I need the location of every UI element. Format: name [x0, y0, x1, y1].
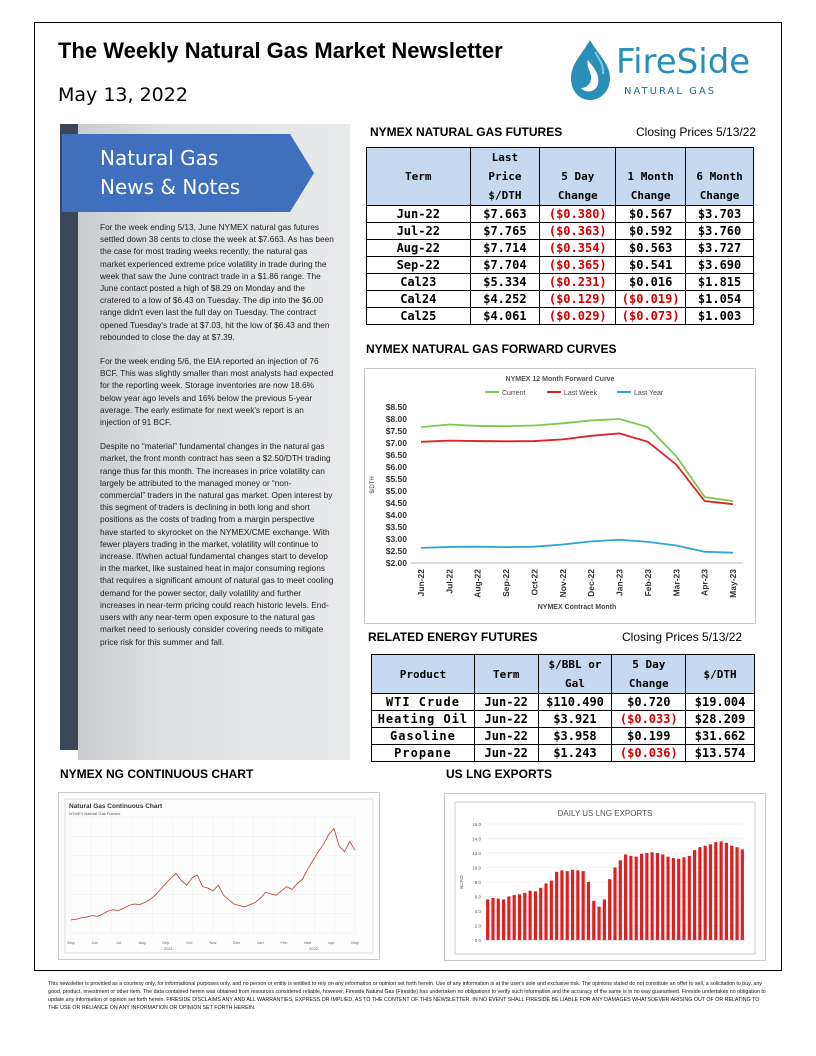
news-title-line1: Natural Gas: [100, 146, 219, 170]
forward-curve-chart-frame: [364, 368, 756, 624]
y-tick-label: $6.00: [385, 462, 407, 472]
bar: [518, 894, 521, 940]
col-term: Term: [474, 655, 538, 694]
y-axis-label: $/DTH: [370, 476, 376, 494]
forward-curve-chart: [365, 369, 755, 623]
term-cell: Sep-22: [367, 257, 471, 274]
y-tick-label: 16.0: [472, 822, 481, 827]
six-month-cell: $1.003: [686, 308, 754, 325]
term-cell: Jun-22: [474, 694, 538, 711]
six-month-cell: $1.054: [686, 291, 754, 308]
y-tick-label: 12.0: [472, 851, 481, 856]
bar: [730, 846, 733, 940]
related-label: RELATED ENERGY FUTURES: [368, 630, 538, 644]
bar: [576, 870, 579, 940]
news-banner-arrow: [290, 134, 314, 212]
x-tick-label: Dec: [233, 940, 241, 945]
news-paragraph: Despite no “material” fundamental changes in the natural gas market, the front month contract has seen a $2.50/DTH trading range thus far this month. The increases in price volatility can largely be attributed to the managed money or “non-commercial” traders in the natural gas market. Open interest by this segment of traders is declining in both long and short positions as the costs of trading from a margin perspective have started to skyrocket on the NYMEX/CME exchange. With fewer players trading in the market, volatility will continue to increase. If/when actual fundamental changes start to develop in the market, like sustained heat in major consuming regions that requires a significant amount of natural gas to meet cooling demand for the power sector, daily volatility and further increases in near-term pricing could reach historic levels. End-users with any near-term open exposure to the natural gas market need to seriously consider covering needs to mitigate price risk for this summer and fall.: [100, 441, 334, 647]
term-cell: Jun-22: [367, 206, 471, 223]
bar: [741, 849, 744, 940]
futures-closing-note: Closing Prices 5/13/22: [636, 125, 757, 139]
chart-subtitle: NYMEX Natural Gas Futures: [69, 811, 121, 816]
term-cell: Aug-22: [367, 240, 471, 257]
col-5day: 5 Day Change: [612, 655, 686, 694]
last-price-cell: $4.061: [470, 308, 540, 325]
y-tick-label: $7.50: [385, 426, 407, 436]
series-line: [421, 419, 733, 501]
news-title-line2: News & Notes: [100, 175, 241, 199]
related-closing-note: Closing Prices 5/13/22: [622, 630, 743, 644]
col-dth: $/DTH: [686, 655, 755, 694]
last-price-cell: $7.704: [470, 257, 540, 274]
y-tick-label: 4.0: [474, 909, 481, 914]
last-price-cell: $7.663: [470, 206, 540, 223]
six-month-cell: $3.727: [686, 240, 754, 257]
term-cell: Jun-22: [474, 745, 538, 762]
bar: [592, 901, 595, 940]
forward-curves-label: NYMEX NATURAL GAS FORWARD CURVES: [366, 342, 617, 356]
bar: [582, 871, 585, 940]
bar: [597, 907, 600, 940]
five-day-cell: ($0.380): [540, 206, 616, 223]
bar: [539, 888, 542, 940]
news-paragraph: For the week ending 5/6, the EIA reported an injection of 76 BCF. This was slightly smaller than most analysts had expected for the reporting week. Storage inventories are now 18.6% below year ago levels and 16% below the previous 5-year average. The early estimate for next week's report is an injection of 91 BCF.: [100, 356, 334, 428]
one-month-cell: $0.541: [616, 257, 686, 274]
bar: [714, 842, 717, 940]
five-day-cell: ($0.354): [540, 240, 616, 257]
last-price-cell: $7.714: [470, 240, 540, 257]
logo-subtitle: NATURAL GAS: [624, 86, 717, 97]
x-tick-label: Apr: [328, 940, 335, 945]
bar: [693, 850, 696, 940]
five-day-cell: ($0.365): [540, 257, 616, 274]
news-box-shadow: [60, 124, 78, 750]
y-tick-label: $8.50: [385, 402, 407, 412]
five-day-cell: $0.720: [612, 694, 686, 711]
col-term: Term: [367, 148, 471, 206]
term-cell: Jul-22: [367, 223, 471, 240]
bar: [640, 854, 643, 940]
price-cell: $3.958: [538, 728, 612, 745]
related-row: [372, 694, 755, 711]
five-day-cell: ($0.029): [540, 308, 616, 325]
x-tick-label: May: [351, 940, 359, 945]
five-day-cell: ($0.036): [612, 745, 686, 762]
y-tick-label: 10.0: [472, 865, 481, 871]
bar: [550, 881, 553, 940]
bar: [513, 895, 516, 940]
y-tick-label: 6.0: [474, 894, 481, 900]
bar: [571, 870, 574, 940]
continuous-chart-frame: [58, 792, 380, 960]
x-tick-label: Jul-22: [444, 569, 455, 594]
col-6month: 6 Month Change: [686, 148, 754, 206]
term-cell: Cal23: [367, 274, 471, 291]
term-cell: Cal24: [367, 291, 471, 308]
plot-background: [65, 799, 373, 953]
six-month-cell: $3.690: [686, 257, 754, 274]
y-tick-label: $3.50: [385, 522, 407, 532]
five-day-cell: ($0.231): [540, 274, 616, 291]
five-day-cell: ($0.129): [540, 291, 616, 308]
bar: [661, 854, 664, 940]
x-tick-label: Jan-23: [614, 569, 625, 596]
newsletter-date: May 13, 2022: [58, 84, 188, 106]
bar: [698, 847, 701, 940]
year-label: 2021: [164, 946, 173, 951]
one-month-cell: ($0.073): [616, 308, 686, 325]
legend-label: Last Year: [634, 390, 664, 397]
price-cell: $1.243: [538, 745, 612, 762]
price-cell: $110.490: [538, 694, 612, 711]
y-tick-label: $2.50: [385, 546, 407, 556]
news-body: [100, 221, 334, 660]
x-tick-label: Feb: [280, 940, 288, 945]
bar: [560, 870, 563, 940]
futures-row: [367, 223, 754, 240]
five-day-cell: $0.199: [612, 728, 686, 745]
futures-row: [367, 206, 754, 223]
disclaimer: This newsletter is provided as a courtesy only, for informational purposes only, and no person or entity is entitled to rely on any information or opinion set forth herein. Use of any information is at the user's sole and exclusive risk. The opinions stated do not constitute an offer to sell, a solicitation to buy, any good, product, investment or other item. The data contained herein was obtained from resources considered reliable, however, Fireside Natural Gas (Fireside) has undertaken no obligations to verify such information and the accuracy of the same is in no way guaranteed. Fireside undertakes no obligation to update any information or opinion set forth herein. FIRESIDE DISCLAIMS ANY AND ALL WARRANTIES, EXPRESS OR IMPLIED, AS TO THE CONTENT OF THIS NEWSLETTER. IN NO EVENT SHALL FIRESIDE BE LIABLE FOR ANY DAMAGES WHATSOEVER ARISING OUT OF OR RELATING TO THE USE OR RELIANCE ON ANY INFORMATION OR OPINION SET FORTH HEREIN.: [48, 981, 766, 1011]
bar: [645, 853, 648, 940]
dth-cell: $19.004: [686, 694, 755, 711]
lng-label: US LNG EXPORTS: [446, 767, 553, 781]
y-tick-label: $7.00: [385, 438, 407, 448]
six-month-cell: $3.703: [686, 206, 754, 223]
x-tick-label: May-23: [728, 569, 738, 598]
x-tick-label: Nov: [209, 940, 217, 945]
chart-title: Natural Gas Continuous Chart: [69, 803, 163, 810]
y-tick-label: $2.00: [385, 558, 407, 568]
related-row: [372, 711, 755, 728]
fireside-logo: [568, 38, 768, 102]
bar: [672, 858, 675, 940]
bar: [523, 893, 526, 940]
bar: [635, 857, 638, 940]
flame-drop-icon: [568, 38, 614, 102]
x-tick-label: Sep: [162, 940, 170, 945]
bar: [677, 859, 680, 940]
related-table: [371, 654, 755, 762]
last-price-cell: $5.334: [470, 274, 540, 291]
related-row: [372, 745, 755, 762]
bar: [529, 891, 532, 940]
continuous-chart: [59, 793, 379, 959]
six-month-cell: $1.815: [686, 274, 754, 291]
term-cell: Jun-22: [474, 728, 538, 745]
one-month-cell: $0.592: [616, 223, 686, 240]
x-tick-label: Sep-22: [501, 569, 512, 597]
bar: [704, 846, 707, 940]
x-tick-label: May: [67, 940, 75, 945]
legend-label: Current: [502, 390, 526, 397]
y-tick-label: $3.00: [385, 534, 407, 544]
logo-wordmark: FireSide: [616, 42, 751, 82]
col-1month: 1 Month Change: [616, 148, 686, 206]
x-tick-label: Jul: [115, 940, 121, 945]
bar: [486, 899, 489, 940]
col-product: Product: [372, 655, 475, 694]
bar: [534, 891, 537, 940]
y-axis-label: BCF/D: [459, 875, 464, 889]
bar: [544, 883, 547, 940]
y-tick-label: 0.0: [474, 938, 481, 943]
x-tick-label: Feb-23: [642, 569, 653, 597]
x-tick-label: Apr-23: [699, 569, 710, 596]
bar: [619, 860, 622, 940]
product-cell: Propane: [372, 745, 475, 762]
term-cell: Jun-22: [474, 711, 538, 728]
dth-cell: $13.574: [686, 745, 755, 762]
y-tick-label: $6.50: [385, 450, 407, 460]
chart-title: DAILY US LNG EXPORTS: [557, 809, 653, 818]
bar: [735, 847, 738, 940]
page-title: The Weekly Natural Gas Market Newsletter: [58, 38, 503, 63]
bar: [497, 899, 500, 940]
x-axis-label: NYMEX Contract Month: [537, 604, 617, 611]
x-tick-label: Jun: [91, 940, 98, 945]
dth-cell: $31.662: [686, 728, 755, 745]
futures-row: [367, 274, 754, 291]
bar: [608, 879, 611, 940]
bar: [566, 871, 569, 940]
x-tick-label: Aug: [138, 940, 146, 945]
bar: [725, 843, 728, 940]
futures-row: [367, 291, 754, 308]
futures-label: NYMEX NATURAL GAS FUTURES: [370, 125, 563, 139]
bar: [666, 857, 669, 940]
y-tick-label: $8.00: [385, 414, 407, 424]
x-tick-label: Oct: [186, 940, 193, 945]
one-month-cell: ($0.019): [616, 291, 686, 308]
futures-table: [366, 147, 754, 325]
six-month-cell: $3.760: [686, 223, 754, 240]
last-price-cell: $7.765: [470, 223, 540, 240]
one-month-cell: $0.563: [616, 240, 686, 257]
bar: [709, 844, 712, 940]
y-tick-label: 2.0: [474, 923, 481, 929]
chart-title: NYMEX 12 Month Forward Curve: [505, 376, 615, 383]
y-tick-label: 14.0: [472, 836, 481, 842]
col-last-price: Last Price $/DTH: [470, 148, 540, 206]
col-5day: 5 Day Change: [540, 148, 616, 206]
year-label: 2022: [309, 946, 318, 951]
bar: [507, 897, 510, 941]
x-tick-label: Mar-23: [671, 569, 682, 597]
bar: [720, 841, 723, 940]
x-tick-label: Jan: [257, 940, 264, 945]
series-line: [421, 433, 733, 504]
x-tick-label: Oct-22: [529, 569, 540, 596]
futures-row: [367, 308, 754, 325]
y-tick-label: $5.00: [385, 486, 407, 496]
col-price: $/BBL or Gal: [538, 655, 612, 694]
five-day-cell: ($0.033): [612, 711, 686, 728]
product-cell: Heating Oil: [372, 711, 475, 728]
news-title: [100, 144, 280, 202]
one-month-cell: $0.016: [616, 274, 686, 291]
lng-chart: [445, 794, 765, 960]
related-row: [372, 728, 755, 745]
five-day-cell: ($0.363): [540, 223, 616, 240]
product-cell: WTI Crude: [372, 694, 475, 711]
dth-cell: $28.209: [686, 711, 755, 728]
bar: [688, 856, 691, 940]
bar: [656, 853, 659, 940]
y-tick-label: $4.50: [385, 498, 407, 508]
x-tick-label: Aug-22: [472, 569, 483, 598]
price-cell: $3.921: [538, 711, 612, 728]
bar: [629, 856, 632, 940]
one-month-cell: $0.567: [616, 206, 686, 223]
x-tick-label: Dec-22: [586, 569, 597, 597]
term-cell: Cal25: [367, 308, 471, 325]
futures-row: [367, 240, 754, 257]
bar: [491, 898, 494, 940]
news-paragraph: For the week ending 5/13, June NYMEX natural gas futures settled down 38 cents to close the week at $7.663. As has been the case for most trading weeks recently, the natural gas market experienced extreme price volatility in trade during the week that saw the June contract trade in a $1.86 range. The June contact posted a high of $8.29 on Monday and the cratered to a low of $6.43 on Tuesday. The dip into the $6.00 range didn't even last the full day on Tuesday. The contract opened Tuesday's trade at $7.03, hit the low of $6.43 and then rebounded to close the day at $7.39.: [100, 222, 334, 342]
series-line: [421, 540, 733, 553]
y-tick-label: 8.0: [474, 880, 481, 885]
y-tick-label: $4.00: [385, 510, 407, 520]
bar: [624, 854, 627, 940]
x-tick-label: Mar: [304, 940, 312, 945]
bar: [682, 857, 685, 940]
x-tick-label: Jun-22: [416, 569, 426, 597]
bar: [555, 872, 558, 940]
bar: [587, 882, 590, 940]
lng-chart-frame: [444, 793, 766, 961]
x-tick-label: Nov-22: [557, 569, 568, 598]
legend-label: Last Week: [564, 390, 597, 397]
continuous-label: NYMEX NG CONTINUOUS CHART: [60, 767, 254, 781]
bar: [502, 899, 505, 940]
last-price-cell: $4.252: [470, 291, 540, 308]
product-cell: Gasoline: [372, 728, 475, 745]
bar: [603, 899, 606, 940]
futures-row: [367, 257, 754, 274]
bar: [613, 868, 616, 941]
y-tick-label: $5.50: [385, 474, 407, 484]
bar: [651, 852, 654, 940]
